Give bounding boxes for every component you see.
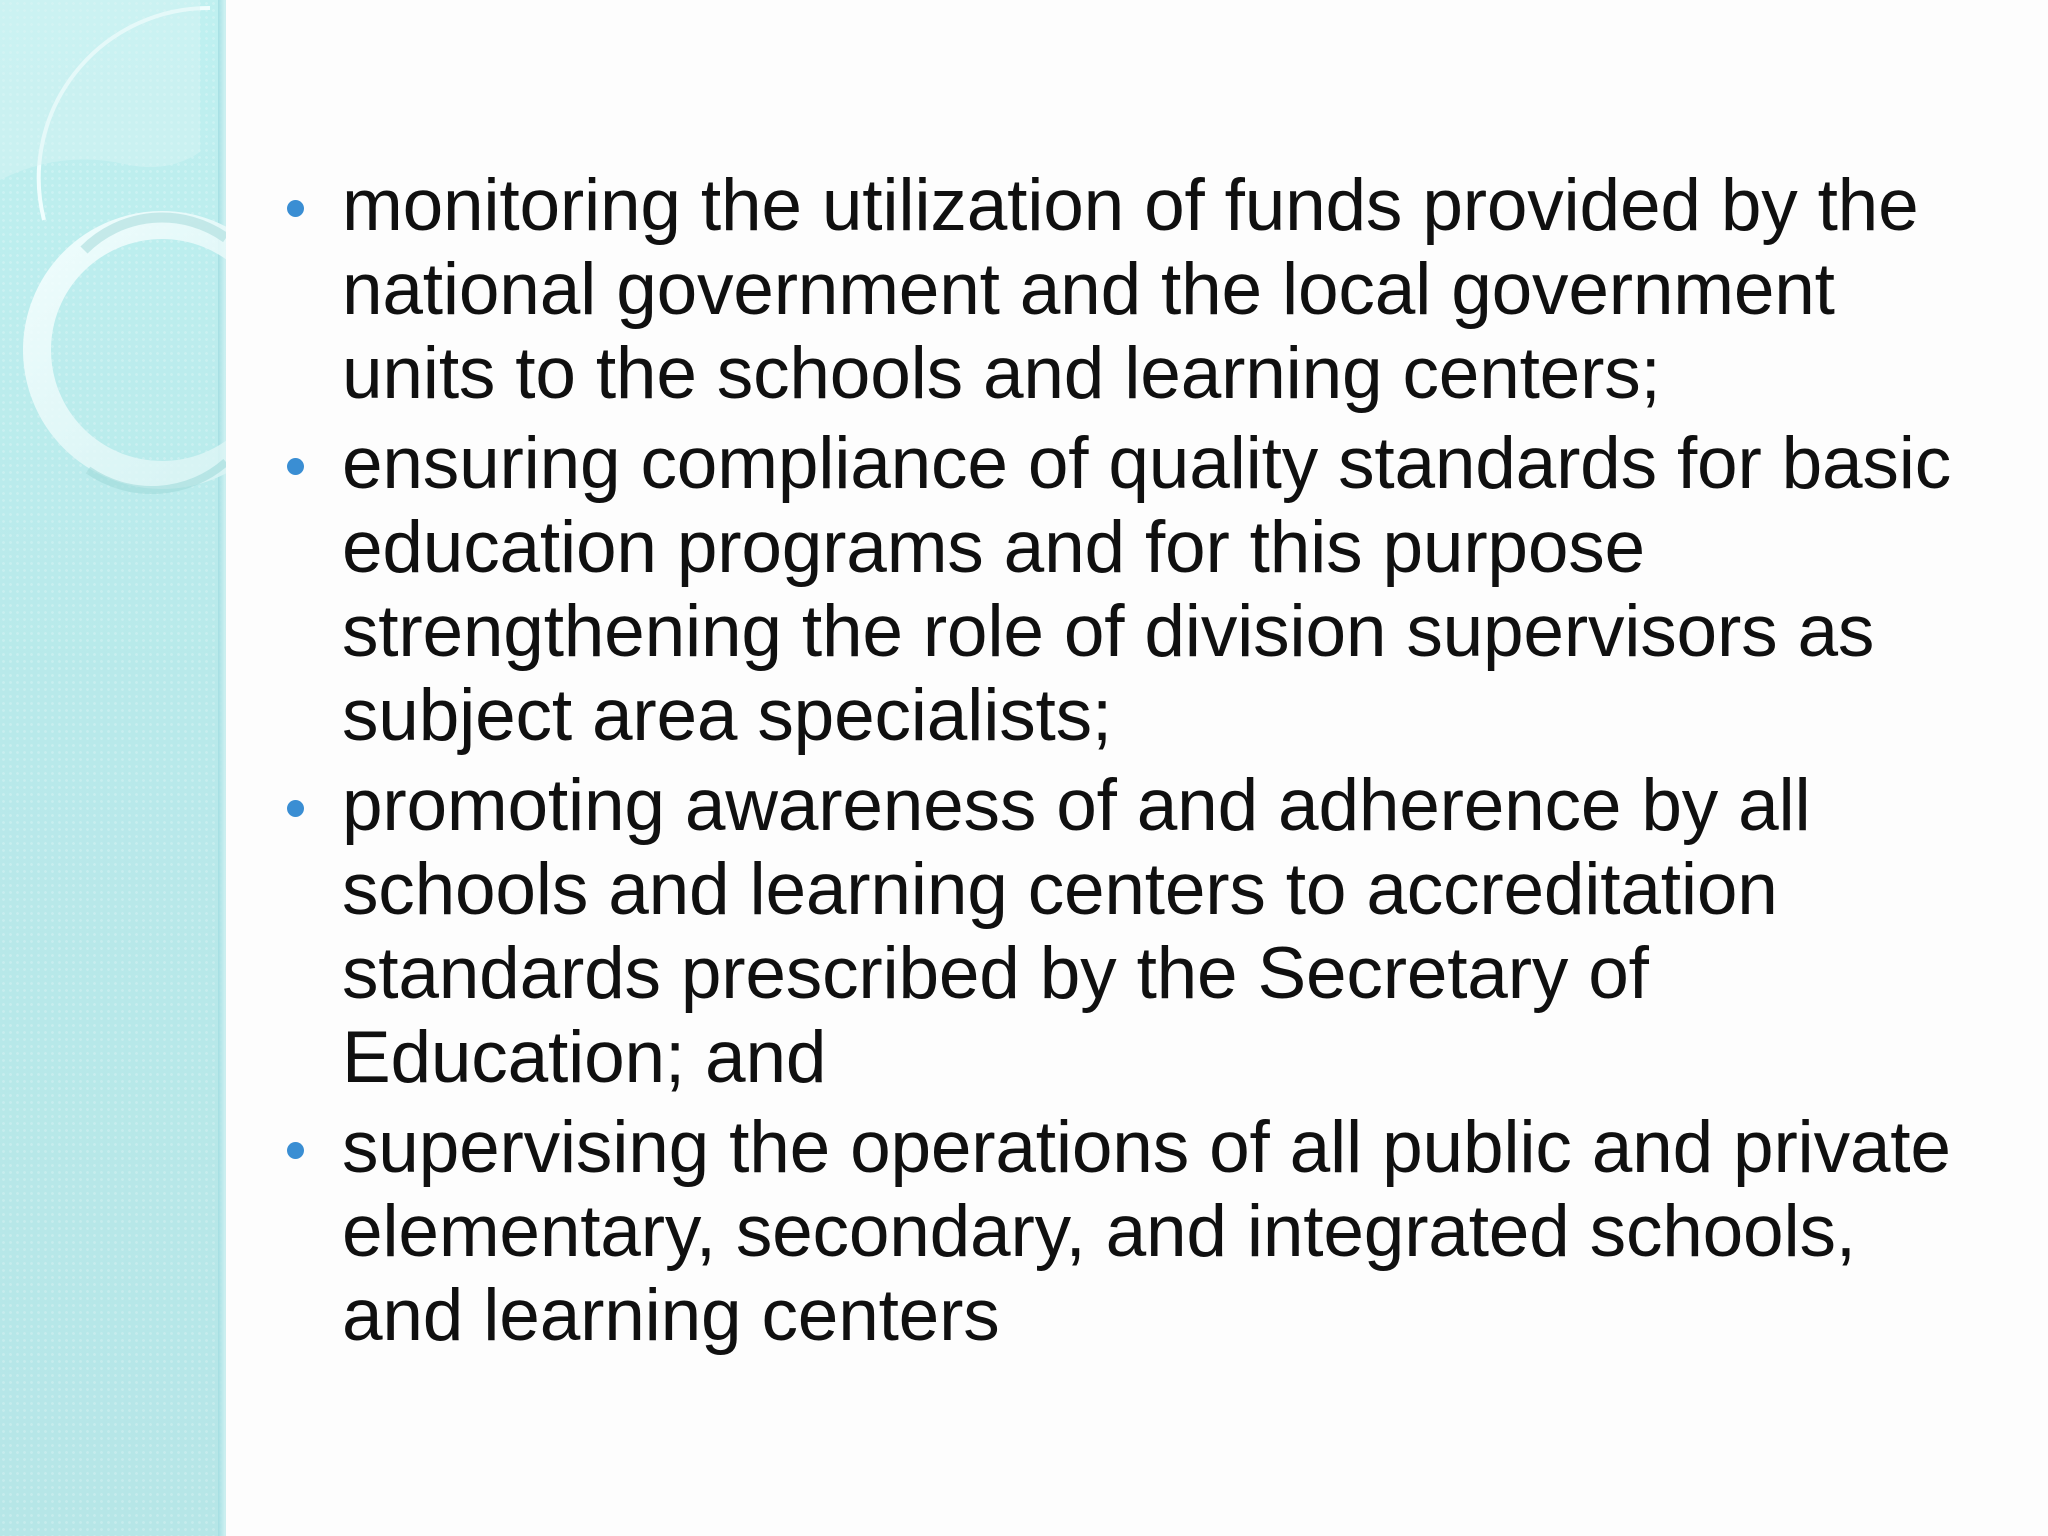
bullet-item bbox=[276, 764, 1996, 1100]
bullet-dot-icon bbox=[287, 800, 304, 817]
top-soft-shape bbox=[0, 0, 200, 180]
bullet-item bbox=[276, 1106, 1996, 1358]
circle-decoration-graphic bbox=[0, 0, 226, 560]
bullet-dot-icon bbox=[287, 200, 304, 217]
large-arc-icon bbox=[39, 8, 210, 220]
bullet-text: supervising the operations of all public and private elementary, secondary, and integrated schools, and learning centers bbox=[342, 1107, 1951, 1356]
bullet-item bbox=[276, 164, 1996, 416]
bullet-text: ensuring compliance of quality standards for basic education programs and for this purpose strengthening the role of division supervisors as subject area specialists; bbox=[342, 423, 1952, 756]
bullet-dot-icon bbox=[287, 458, 304, 475]
ring-bottom-shadow-icon bbox=[88, 462, 226, 490]
bullet-dot-icon bbox=[287, 1142, 304, 1159]
decorative-sidebar bbox=[0, 0, 226, 1536]
ring-shadow-icon bbox=[84, 218, 226, 250]
bullet-text: promoting awareness of and adherence by all schools and learning centers to accreditation standards prescribed by the Secretary of Education; and bbox=[342, 765, 1811, 1098]
bullet-text: monitoring the utilization of funds provided by the national government and the local government units to the schools and learning centers; bbox=[342, 165, 1919, 414]
ring-icon bbox=[37, 225, 226, 475]
bullet-item bbox=[276, 422, 1996, 758]
sidebar-edge-stripe bbox=[218, 0, 226, 1536]
bullet-list bbox=[276, 164, 1996, 1358]
slide-content bbox=[276, 164, 1996, 1364]
